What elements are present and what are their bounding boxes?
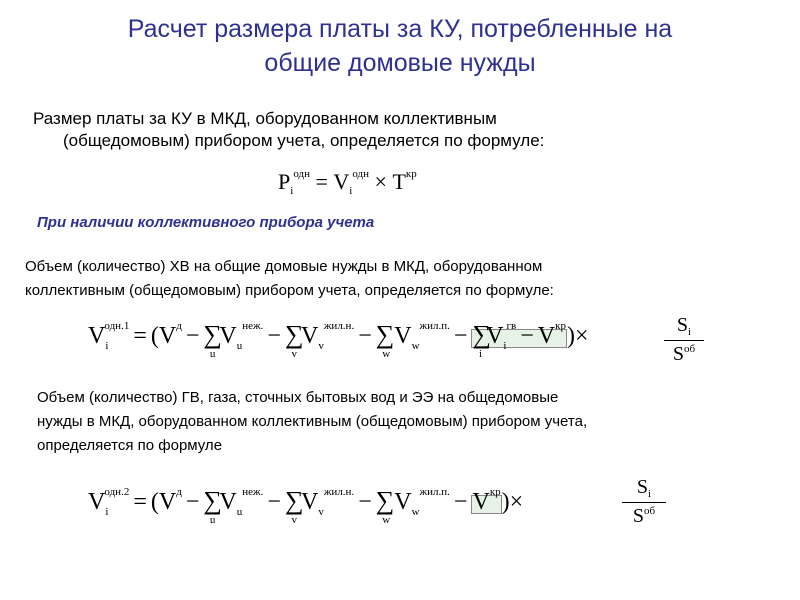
f3-t1-sup: неж. xyxy=(242,486,264,498)
f2-minus-2: − xyxy=(267,323,281,349)
f3-vd-sup: д xyxy=(176,486,182,498)
formula-cold-water xyxy=(88,320,589,360)
para2-line-2: нужды в МКД, оборудованном коллективным (общедомовым) прибором учета, xyxy=(37,413,588,430)
f3-lhs-sub: i xyxy=(105,506,109,518)
f2-frac-den-sup: об xyxy=(684,343,696,355)
f2-times: × xyxy=(574,323,589,349)
paragraph-cold-water xyxy=(25,255,765,303)
f2-close: ) xyxy=(566,323,575,349)
f2-frac-num xyxy=(664,314,704,338)
f2-sum-i: ∑ xyxy=(472,320,492,349)
para2-line-3: определяется по формуле xyxy=(37,437,223,454)
intro-line-2: (общедомовым) прибором учета, определяется по формуле: xyxy=(63,131,545,150)
f3-frac-den-s: S xyxy=(632,505,644,527)
f2-minus-4: − xyxy=(453,323,468,349)
f3-t2-sup: жил.н. xyxy=(323,486,355,498)
f2-t3-sup: жил.п. xyxy=(419,320,450,332)
f3-highlight-box xyxy=(471,486,501,515)
para1-line-2: коллективным (общедомовым) прибором учета, определяется по формуле: xyxy=(25,282,554,299)
f3-t5: V xyxy=(472,489,490,515)
f2-sum-v: ∑ xyxy=(284,320,304,349)
f3-vd: V xyxy=(158,489,177,515)
f3-sum-v-idx: v xyxy=(291,514,297,526)
paragraph-hot-water xyxy=(37,386,777,458)
f3-times: × xyxy=(509,489,524,515)
para2-line-1: Объем (количество) ГВ, газа, сточных бытовых вод и ЭЭ на общедомовые xyxy=(37,389,559,406)
f2-lhs-sup: одн.1 xyxy=(104,320,130,332)
f2-t1-sub: u xyxy=(236,340,243,352)
f2-vd: V xyxy=(158,323,177,349)
title-line-2: общие домовые нужды xyxy=(264,49,536,77)
f2-sum-w: ∑ xyxy=(375,320,395,349)
f2-lhs-sub: i xyxy=(105,340,109,352)
formula-payment xyxy=(278,168,417,197)
f3-sum-u: ∑ xyxy=(203,486,222,515)
slide-title xyxy=(40,12,760,80)
f2-fraction xyxy=(664,314,704,366)
f3-t3-sub: w xyxy=(411,506,420,518)
f2-frac-den xyxy=(664,343,704,366)
f3-frac-bar xyxy=(622,502,666,503)
f3-t5-sup: кр xyxy=(489,486,501,498)
f3-lhs: V xyxy=(88,489,106,515)
f3-sum-w-idx: w xyxy=(382,514,391,526)
f2-frac-bar xyxy=(664,340,704,341)
f3-eq: = xyxy=(133,489,147,515)
f2-t2-sup: жил.н. xyxy=(323,320,355,332)
f2-minus-5: − xyxy=(520,323,534,349)
f3-open: ( xyxy=(150,489,159,515)
f3-close: ) xyxy=(501,489,510,515)
f1-eq: = xyxy=(315,169,328,194)
f1-times: × xyxy=(374,169,387,194)
f3-minus-3: − xyxy=(358,489,372,515)
f1-t: T xyxy=(392,169,406,194)
f2-t3: V xyxy=(394,323,412,349)
f2-t4-sup: гв xyxy=(506,320,517,332)
f1-v-sub: i xyxy=(349,185,353,197)
f1-v-sup: одн xyxy=(352,168,370,180)
f2-t2-sub: v xyxy=(318,340,324,352)
f3-lhs-sup: одн.2 xyxy=(104,486,130,498)
f2-vd-sup: д xyxy=(176,320,182,332)
f2-t3-sub: w xyxy=(411,340,420,352)
f2-t5: V xyxy=(537,323,556,349)
f2-t4-sub: i xyxy=(503,340,507,352)
f3-t1: V xyxy=(219,489,237,515)
f3-minus-2: − xyxy=(267,489,281,515)
f2-sum-u-idx: u xyxy=(209,348,216,360)
f1-p-sup: одн xyxy=(293,168,310,180)
f2-open: ( xyxy=(150,323,159,349)
f3-t3-sup: жил.п. xyxy=(419,486,450,498)
f3-frac-num-sub: i xyxy=(648,488,652,500)
title-line-1: Расчет размера платы за КУ, потребленные на xyxy=(127,15,673,43)
f2-lhs: V xyxy=(88,323,106,349)
f1-t-sup: кр xyxy=(405,168,417,180)
f3-frac-num xyxy=(622,476,666,500)
f1-v: V xyxy=(333,169,350,194)
f2-t1: V xyxy=(219,323,237,349)
f3-t3: V xyxy=(394,489,412,515)
f3-minus-4: − xyxy=(453,489,468,515)
f2-sum-w-idx: w xyxy=(382,348,391,360)
f3-sum-w: ∑ xyxy=(375,486,395,515)
f2-t2: V xyxy=(300,323,319,349)
f1-p-sub: i xyxy=(290,185,294,197)
f2-eq: = xyxy=(133,323,147,349)
f2-minus-1: − xyxy=(185,323,200,349)
para1-line-1: Объем (количество) ХВ на общие домовые нужды в МКД, оборудованном xyxy=(25,258,543,275)
f3-t1-sub: u xyxy=(236,506,243,518)
f3-frac-den xyxy=(622,505,666,528)
f2-sum-u: ∑ xyxy=(203,320,222,349)
intro-line-1: Размер платы за КУ в МКД, оборудованном коллективным xyxy=(33,109,497,128)
section-heading: При наличии коллективного прибора учета xyxy=(37,214,375,231)
f2-t4: V xyxy=(486,323,504,349)
f1-p: P xyxy=(278,169,291,194)
f3-sum-u-idx: u xyxy=(209,514,216,526)
f2-t1-sup: неж. xyxy=(242,320,264,332)
f2-frac-num-s: S xyxy=(676,314,689,336)
f3-frac-den-sup: об xyxy=(644,505,656,517)
f2-highlight-box xyxy=(471,320,566,360)
f2-t5-sup: кр xyxy=(555,320,566,332)
f3-frac-num-s: S xyxy=(636,476,649,498)
f2-minus-3: − xyxy=(358,323,372,349)
f2-sum-v-idx: v xyxy=(291,348,297,360)
f3-sum-v: ∑ xyxy=(284,486,304,515)
f3-t2: V xyxy=(300,489,319,515)
formula-hot-water xyxy=(88,486,523,526)
f3-minus-1: − xyxy=(185,489,200,515)
intro-text xyxy=(33,108,753,152)
f3-fraction xyxy=(622,476,666,528)
f2-frac-num-sub: i xyxy=(688,326,692,338)
f2-frac-den-s: S xyxy=(672,343,684,365)
f2-sum-i-idx: i xyxy=(479,348,483,360)
f3-t2-sub: v xyxy=(318,506,324,518)
